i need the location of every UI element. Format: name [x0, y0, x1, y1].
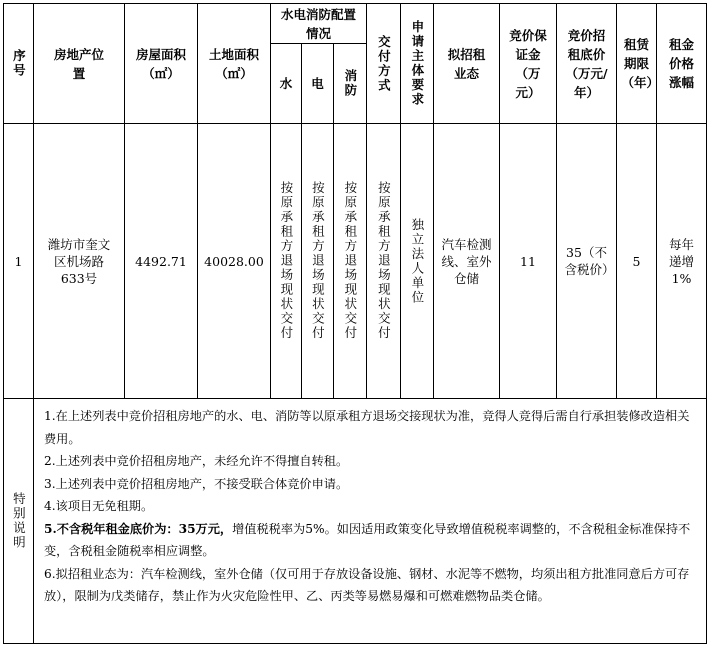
cell-applicant: 独立法人单位 [401, 124, 434, 399]
header-term: 租赁期限（年） [617, 4, 657, 124]
note-4: 4.该项目无免租期。 [44, 499, 154, 513]
header-deposit: 竞价保证金（万元） [500, 4, 557, 124]
header-delivery: 交付方式 [367, 4, 401, 124]
rental-table-container [3, 3, 707, 644]
header-fire: 消防 [334, 44, 367, 124]
table-row [4, 124, 707, 399]
cell-electric: 按原承租方退场现状交付 [302, 124, 334, 399]
header-use: 拟招租业态 [434, 4, 500, 124]
header-no: 序号 [4, 4, 34, 124]
special-notes-label: 特别说明 [4, 399, 34, 644]
note-3: 3.上述列表中竞价招租房地产，不接受联合体竞价申请。 [44, 476, 349, 491]
header-increase: 租金价格涨幅 [657, 4, 707, 124]
note-5: 5.不含税年租金底价为：35万元，增值税税率为5%。如因适用政策变化导致增值税税率调整的，不含税租金标准保持不变，含税租金随税率相应调整。 [44, 521, 691, 558]
cell-delivery: 按原承租方退场现状交付 [367, 124, 401, 399]
header-electric: 电 [302, 44, 334, 124]
special-notes-row [4, 399, 707, 644]
cell-water: 按原承租方退场现状交付 [271, 124, 302, 399]
header-land-area: 土地面积（㎡） [198, 4, 271, 124]
note-1: 1.在上述列表中竞价招租房地产的水、电、消防等以原承租方退场交接现状为准，竞得人竞得后需自行承担装修改造相关费用。 [44, 409, 690, 446]
cell-use: 汽车检测线、室外仓储 [434, 124, 500, 399]
cell-house-area: 4492.71 [125, 124, 198, 399]
header-location: 房地产位置 [34, 4, 125, 124]
cell-location: 潍坊市奎文区机场路633号 [34, 124, 125, 399]
note-6: 6.拟招租业态为：汽车检测线，室外仓储（仅可用于存放设备设施、钢材、水泥等不燃物，均须出租方批准同意后方可存放），限制为戊类储存，禁止作为火灾危险性甲、乙、丙类等易燃易爆和可燃难燃物品类仓储。 [44, 566, 690, 603]
cell-deposit: 11 [500, 124, 557, 399]
special-notes-content [34, 399, 707, 644]
cell-increase: 每年递增1% [657, 124, 707, 399]
cell-base-price: 35（不含税价） [557, 124, 617, 399]
header-applicant: 申请主体要求 [401, 4, 434, 124]
cell-term: 5 [617, 124, 657, 399]
cell-land-area: 40028.00 [198, 124, 271, 399]
header-utilities: 水电消防配置情况 [271, 4, 367, 44]
header-base-price: 竞价招租底价（万元/年） [557, 4, 617, 124]
note-2: 2.上述列表中竞价招租房地产，未经允许不得擅自转租。 [44, 454, 349, 468]
cell-fire: 按原承租方退场现状交付 [334, 124, 367, 399]
cell-no: 1 [4, 124, 34, 399]
rental-listing-table [3, 3, 707, 644]
header-water: 水 [271, 44, 302, 124]
header-house-area: 房屋面积（㎡） [125, 4, 198, 124]
